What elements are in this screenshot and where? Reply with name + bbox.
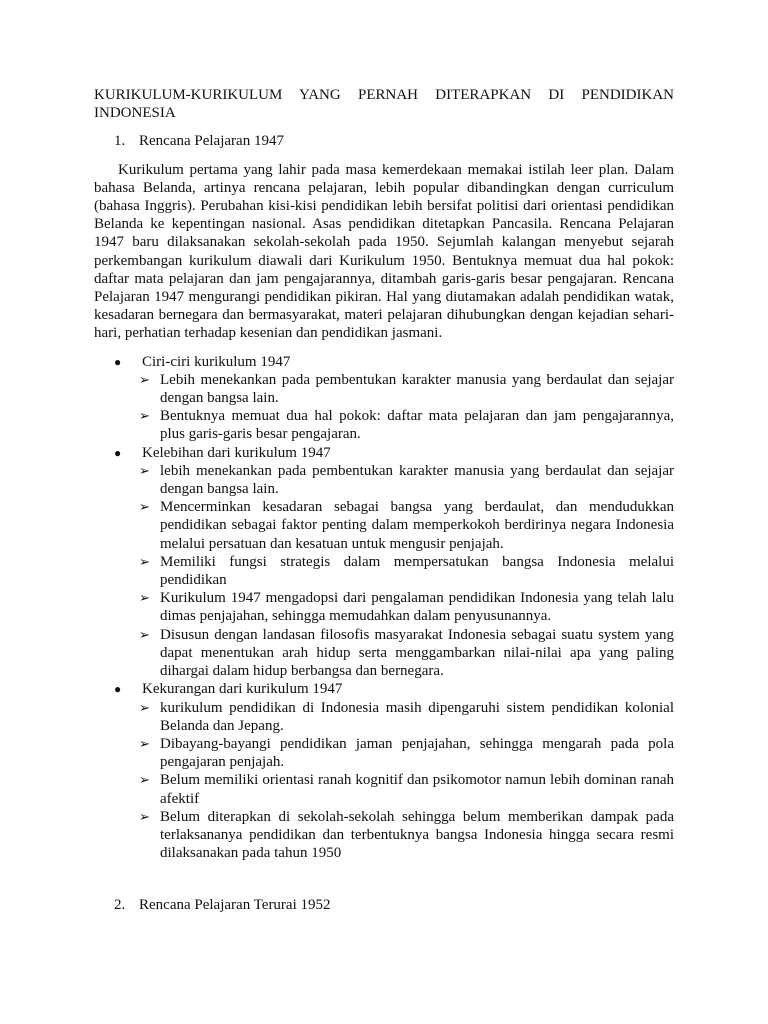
list-item (139, 589, 674, 625)
list-item-text: Lebih menekankan pada pembentukan karakter manusia yang berdaulat dan sejajar dengan bangsa lain. (160, 371, 674, 407)
document-title (94, 86, 674, 122)
section-1-title: Rencana Pelajaran 1947 (139, 133, 284, 150)
section-2-number: 2. (114, 897, 126, 914)
arrow-icon: ➢ (139, 808, 150, 824)
list-item-text: Memiliki fungsi strategis dalam mempersatukan bangsa Indonesia melalui pendidikan (160, 553, 674, 589)
section-1-bullet-list (94, 353, 674, 863)
section-1-heading (94, 132, 674, 150)
list-item (139, 735, 674, 771)
title-line-1: KURIKULUM-KURIKULUM YANG PERNAH DITERAPKAN DI PENDIDIKAN (94, 87, 674, 103)
arrow-icon: ➢ (139, 371, 150, 387)
list-item (139, 498, 674, 553)
list-item (139, 771, 674, 807)
arrow-icon: ➢ (139, 626, 150, 642)
list-item (139, 808, 674, 863)
list-item (139, 407, 674, 443)
list-item (139, 371, 674, 407)
list-item-text: Dibayang-bayangi pendidikan jaman penjajahan, sehingga mengarah pada pola pengajaran penjajah. (160, 735, 674, 771)
bullet-icon: ● (114, 682, 122, 697)
section-1-number: 1. (114, 133, 126, 150)
list-item (139, 699, 674, 735)
title-line-2: INDONESIA (94, 105, 176, 122)
bullet-ciri-ciri (94, 353, 674, 444)
bullet-icon: ● (114, 445, 122, 460)
bullet-label: Ciri-ciri kurikulum 1947 (142, 353, 291, 370)
arrow-icon: ➢ (139, 408, 150, 424)
list-item (139, 462, 674, 498)
list-item-text: kurikulum pendidikan di Indonesia masih dipengaruhi sistem pendidikan kolonial Belanda dan Jepang. (160, 699, 674, 734)
list-item-text: Disusun dengan landasan filosofis masyarakat Indonesia sebagai suatu system yang dapat menentukan arah hidup serta menggambarkan nilai-nilai apa yang paling dihargai dalam hidup berbangsa dan bernegara. (160, 626, 674, 680)
list-item (139, 553, 674, 589)
bullet-kekurangan (94, 680, 674, 862)
arrow-icon: ➢ (139, 462, 150, 478)
list-item-text: Mencerminkan kesadaran sebagai bangsa yang berdaulat, dan mendudukkan pendidikan sebagai faktor penting dalam memperkokoh berdirinya negara Indonesia melalui persatuan dan kesatuan untuk mengusir penjajah. (160, 499, 674, 552)
arrow-icon: ➢ (139, 590, 150, 606)
arrow-icon: ➢ (139, 553, 150, 569)
list-item-text: Bentuknya memuat dua hal pokok: daftar mata pelajaran dan jam pengajarannya, plus garis-garis besar pengajaran. (160, 408, 674, 443)
document-page (94, 86, 674, 915)
list-item-text: Belum diterapkan di sekolah-sekolah sehingga belum memberikan dampak pada terlaksananya pendidikan dan terbentuknya bangsa Indonesia hingga secara resmi dilaksanakan pada tahun 1950 (160, 808, 674, 862)
section-1-paragraph: Kurikulum pertama yang lahir pada masa kemerdekaan memakai istilah leer plan. Dalam bahasa Belanda, artinya rencana pelajaran, lebih popular dibandingkan dengan curriculum (bahasa Inggris). Perubahan kisi-kisi pendidikan lebih bersifat politisi dari orientasi pendidikan Belanda ke kepentingan nasional. Asas pendidikan ditetapkan Pancasila. Rencana Pelajaran 1947 baru dilaksanakan sekolah-sekolah pada 1950. Sejumlah kalangan menyebut sejarah perkembangan kurikulum diawali dari Kurikulum 1950. Bentuknya memuat dua hal pokok: daftar mata pelajaran dan jam pengajarannya, ditambah garis-garis besar pengajaran. Rencana Pelajaran 1947 mengurangi pendidikan pikiran. Hal yang diutamakan adalah pendidikan watak, kesadaran bernegara dan bermasyarakat, materi pelajaran dihubungkan dengan kejadian sehari-hari, perhatian terhadap kesenian dan pendidikan jasmani. (94, 161, 674, 342)
arrow-icon: ➢ (139, 735, 150, 751)
arrow-icon: ➢ (139, 699, 150, 715)
sub-list (139, 699, 674, 863)
spacer (94, 862, 674, 896)
arrow-icon: ➢ (139, 499, 150, 515)
list-item-text: Kurikulum 1947 mengadopsi dari pengalaman pendidikan Indonesia yang telah lalu dimas penjajahan, sehingga memudahkan dalam penyusunannya. (160, 590, 674, 625)
list-item-text: Belum memiliki orientasi ranah kognitif dan psikomotor namun lebih dominan ranah afektif (160, 772, 674, 807)
section-2-title: Rencana Pelajaran Terurai 1952 (139, 897, 331, 914)
list-item (139, 626, 674, 681)
bullet-label: Kekurangan dari kurikulum 1947 (142, 681, 343, 698)
list-item-text: lebih menekankan pada pembentukan karakter manusia yang berdaulat dan sejajar dengan bangsa lain. (160, 462, 674, 498)
arrow-icon: ➢ (139, 772, 150, 788)
section-2-heading (94, 896, 674, 914)
sub-list (139, 462, 674, 680)
bullet-icon: ● (114, 354, 122, 369)
sub-list (139, 371, 674, 444)
bullet-label: Kelebihan dari kurikulum 1947 (142, 444, 331, 461)
bullet-kelebihan (94, 444, 674, 681)
